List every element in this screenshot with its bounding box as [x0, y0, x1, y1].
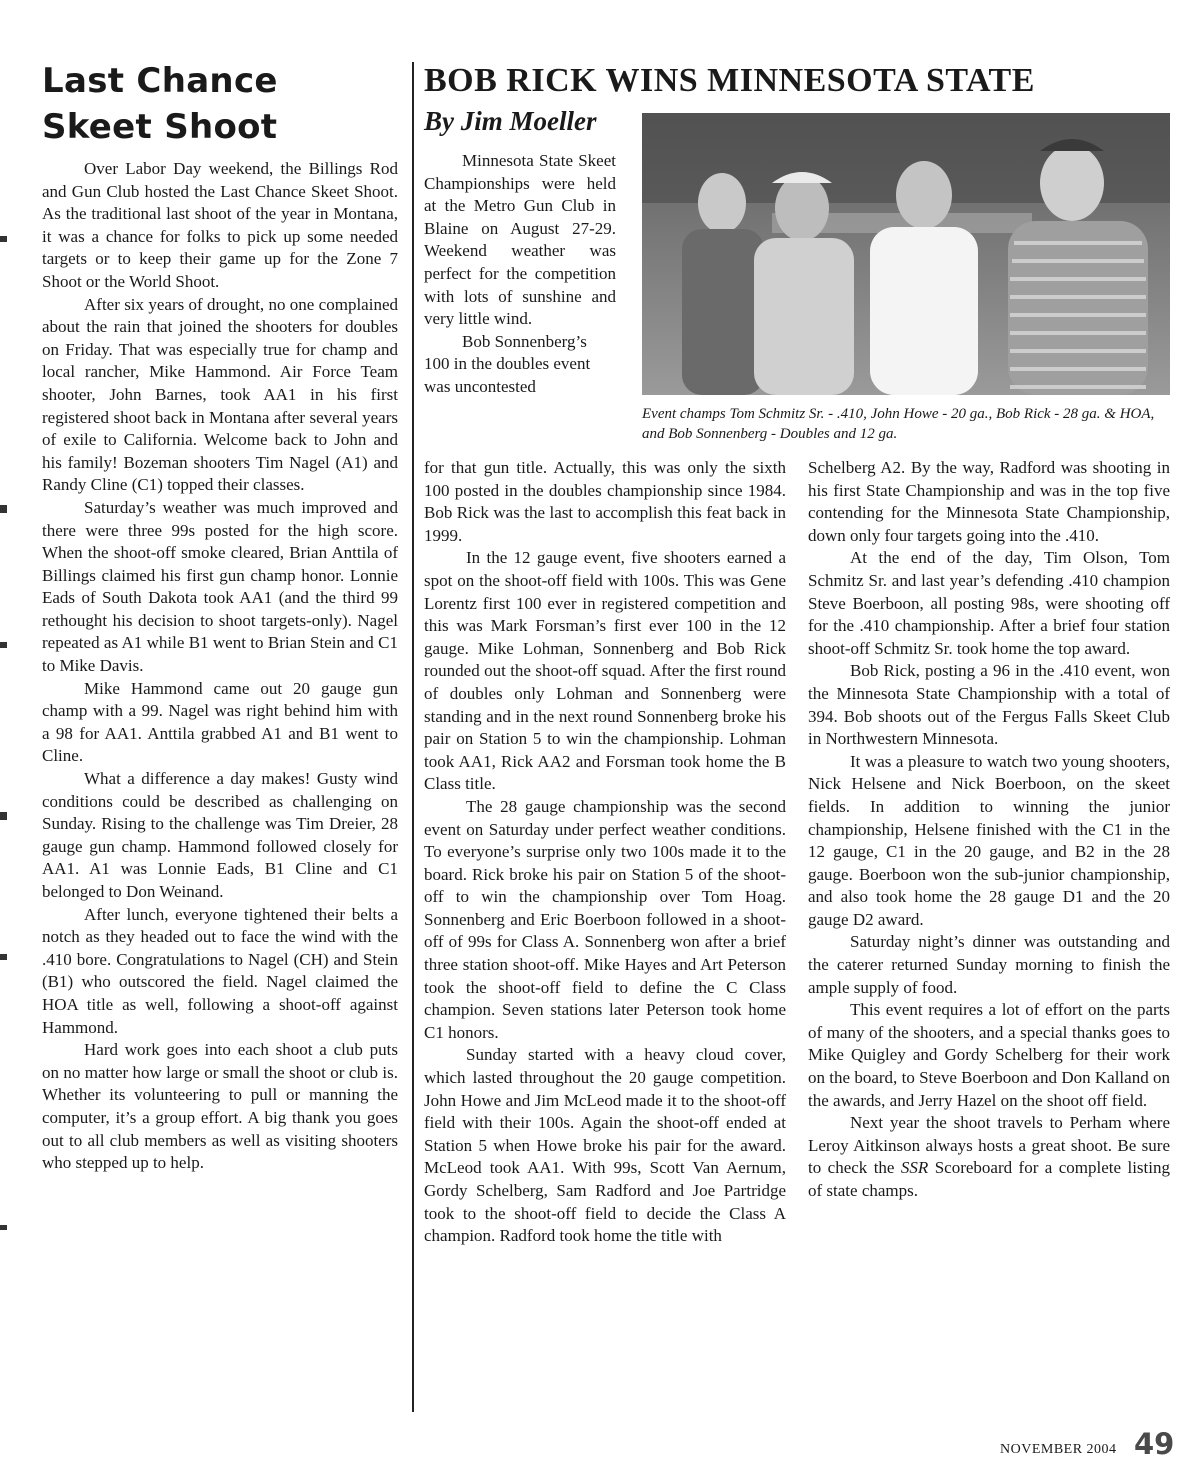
paragraph: for that gun title. Actually, this was only the sixth 100 posted in the doubles championship since 1984. Bob Rick was the last to accomplish this feat back in 1999. — [424, 458, 786, 545]
paragraph: Mike Hammond came out 20 gauge gun champ with a 99. Nagel was right behind him with a 98 for AA1. Anttila grabbed A1 and B1 went to Cline. — [42, 678, 398, 766]
photo-image — [642, 113, 1170, 395]
page-number: 49 — [1134, 1427, 1175, 1461]
ssr-title: SSR — [900, 1158, 929, 1178]
paragraph: In the 12 gauge event, five shooters earned a spot on the shoot-off field with 100s. This was Gene Lorentz first 100 ever in registered competition and this was Mark Forsman’s first ever 100 in the 12 gauge. Mike Lohman, Sonnenberg and Bob Rick rounded out the shoot-off squad. After the first round of doubles only Lohman and Sonnenberg were standing and in the next round Sonnenberg broke his pair on Station 5 to win the championship. Lohman took AA1, Rick AA2 and Forsman took home the B Class title. — [424, 548, 786, 794]
margin-mark — [0, 1225, 7, 1230]
intro-column — [424, 150, 616, 399]
paragraph: Sunday started with a heavy cloud cover, which lasted throughout the 20 gauge competition. John Howe and Jim McLeod made it to the shoot-off field with their 100s. Again the shoot-off ended at Station 5 when Howe broke his pair for the award. McLeod took AA1. With 99s, Scott Van Aernum, Gordy Schelberg, Sam Radford and Joe Partridge took to the shoot-off field to decide the Class A champion. Radford took home the title with — [424, 1045, 786, 1246]
paragraph: After six years of drought, no one complained about the rain that joined the shooters for doubles on Friday. That was especially true for champ and local rancher, Mike Hammond. Air Force Team shooter, John Barnes, took AA1 in his first registered shoot back in Montana after several years of exile to California. Welcome back to John and his family! Bozeman shooters Tim Nagel (A1) and Randy Cline (C1) topped their classes. — [42, 294, 398, 495]
right-column — [808, 457, 1170, 1203]
left-article-body — [42, 158, 398, 1175]
margin-mark — [0, 812, 7, 820]
paragraph: Schelberg A2. By the way, Radford was shooting in his first State Championship and was in the top five contending for the Minnesota State Championship, down only four targets going into the .410. — [808, 458, 1170, 545]
margin-mark — [0, 236, 7, 242]
closing-text-start: Next year the shoot travels to Perham where Leroy Aitkinson always hosts a great shoot. Be sure to check the — [808, 1113, 1170, 1178]
event-champs-photo — [642, 113, 1170, 395]
left-article — [42, 58, 398, 1175]
paragraph: At the end of the day, Tim Olson, Tom Schmitz Sr. and last year’s defending .410 champion Steve Boerboon, all posting 98s, were shooting off for the .410 championship. After a brief four station shoot-off Schmitz Sr. took home the top award. — [808, 548, 1170, 658]
closing-paragraph — [808, 1112, 1170, 1202]
paragraph: Saturday night’s dinner was outstanding and the caterer returned Sunday morning to finish the ample supply of food. — [808, 932, 1170, 997]
paragraph: After lunch, everyone tightened their belts a notch as they headed out to face the wind with the .410 bore. Congratulations to Nagel (CH) and Stein (B1) who outscored the field. Nagel claimed the HOA title as well, following a shoot-off against Hammond. — [42, 904, 398, 1037]
margin-mark — [0, 505, 7, 513]
paragraph: Over Labor Day weekend, the Billings Rod and Gun Club hosted the Last Chance Skeet Shoot. As the traditional last shoot of the year in Montana, it was a chance for folks to pick up some needed targets or to keep their game up for the Zone 7 Shoot or the World Shoot. — [42, 159, 398, 291]
paragraph: Bob Rick, posting a 96 in the .410 event, won the Minnesota State Championship with a total of 394. Bob shoots out of the Fergus Falls Skeet Club in Northwestern Minnesota. — [808, 661, 1170, 749]
margin-mark — [0, 954, 7, 960]
column-divider — [412, 62, 414, 1412]
margin-mark — [0, 642, 7, 648]
paragraph: Minnesota State Skeet Championships were held at the Metro Gun Club in Blaine on August 27-29. Weekend weather was perfect for the competition with lots of sunshine and very little wind. — [424, 151, 616, 329]
paragraph: Saturday’s weather was much improved and there were three 99s posted for the high score. When the shoot-off smoke cleared, Brian Anttila of Billings claimed his first gun champ honor. Lonnie Eads of South Dakota took AA1 (and the third 99 rethought his decision to shoot targets-only). Nagel repeated as A1 while B1 went to Brian Stein and C1 to Mike Davis. — [42, 497, 398, 676]
closing-text-end: Scoreboard for a complete listing of state champs. — [808, 1158, 1170, 1200]
paragraph: This event requires a lot of effort on the parts of many of the shooters, and a special thanks goes to Mike Quigley and Gordy Schelberg for their work on the board, to Steve Boerboon and Don Kalland on the awards, and Jerry Hazel on the shoot off field. — [808, 1000, 1170, 1110]
paragraph: Hard work goes into each shoot a club puts on no matter how large or small the shoot or club is. Whether its volunteering to pull or manning the computer, it’s a group effort. A big thank you goes out to all club members as well as visiting shooters who stepped up to help. — [42, 1040, 398, 1173]
middle-column — [424, 457, 786, 1248]
photo-caption: Event champs Tom Schmitz Sr. - .410, John Howe - 20 ga., Bob Rick - 28 ga. & HOA, and Bob Sonnenberg - Doubles and 12 ga. — [642, 406, 1155, 442]
paragraph: Bob Sonnenberg’s 100 in the doubles event was uncontested — [424, 331, 591, 396]
paragraph: It was a pleasure to watch two young shooters, Nick Helsene and Nick Boerboon, on the skeet fields. In addition to winning the junior championship, Helsene finished with the C1 in the 12 gauge, C1 in the 20 gauge, and B2 in the 28 gauge. Boerboon won the sub-junior championship, and also took home the 28 gauge D1 and the 20 gauge D2 award. — [808, 751, 1170, 929]
paragraph: The 28 gauge championship was the second event on Saturday under perfect weather conditions. To everyone’s surprise only two 100s made it to the board. Rick broke his pair on Station 5 of the shoot-off to win the championship over Tom Hoag. Sonnenberg and Eric Boerboon followed in a shoot-off of 99s for Class A. Sonnenberg won after a brief three station shoot-off. Mike Hayes and Art Peterson took the shoot-off field to define the C Class champion. Seven stations later Peterson took home C1 honors. — [424, 796, 786, 1042]
byline: By Jim Moeller — [424, 106, 597, 136]
paragraph: What a difference a day makes! Gusty wind conditions could be described as challenging on Sunday. Rising to the challenge was Tim Dreier, 28 gauge gun champ. Hammond followed closely for AA1. A1 was Lonnie Eads, B1 Cline and C1 belonged to Don Weinand. — [42, 769, 398, 901]
left-article-title: Last Chance Skeet Shoot — [42, 61, 278, 147]
issue-date: NOVEMBER 2004 — [1000, 1442, 1117, 1457]
right-article-title: BOB RICK WINS MINNESOTA STATE — [424, 62, 1035, 99]
